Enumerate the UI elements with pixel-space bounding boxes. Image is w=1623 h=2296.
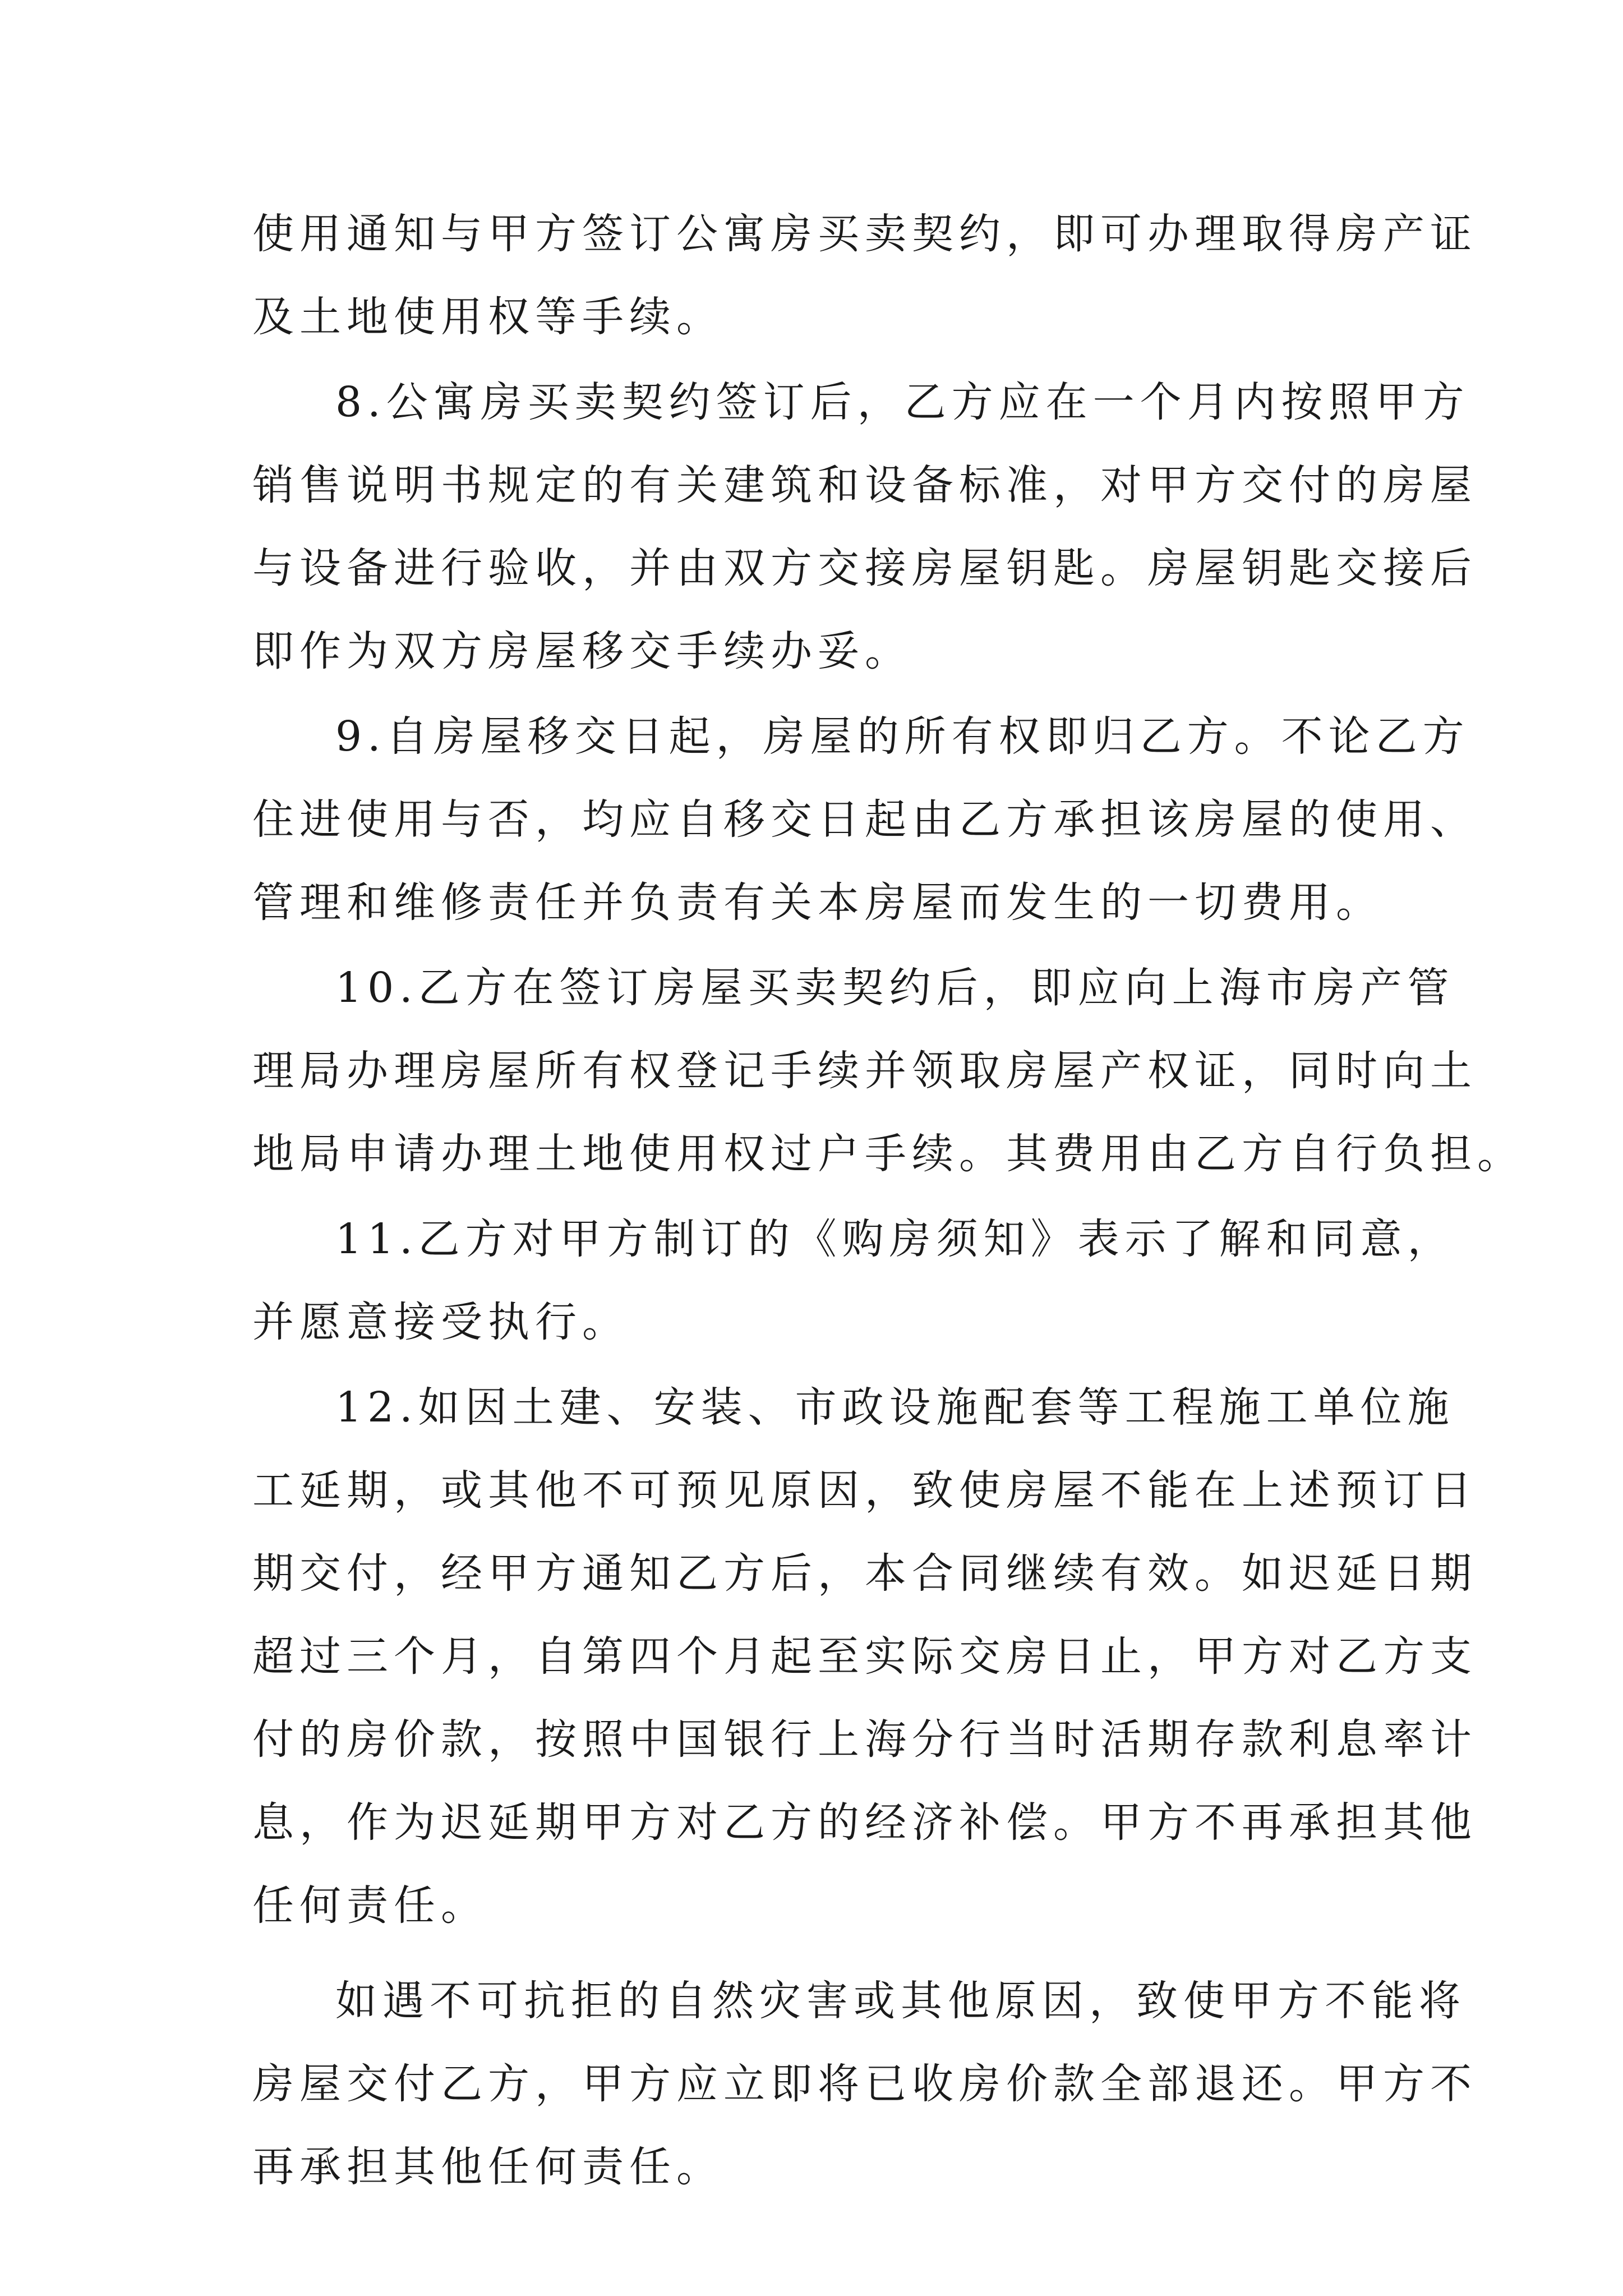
text-line: 如遇不可抗拒的自然灾害或其他原因，致使甲方不能将 <box>335 1977 1466 2025</box>
text-line: 11.乙方对甲方制订的《购房须知》表示了解和同意， <box>335 1215 1455 1263</box>
text-line: 期交付，经甲方通知乙方后，本合同继续有效。如迟延日期 <box>252 1549 1477 1598</box>
text-line: 8.公寓房买卖契约签订后，乙方应在一个月内按照甲方 <box>335 378 1470 426</box>
text-line: 销售说明书规定的有关建筑和设备标准，对甲方交付的房屋 <box>252 461 1477 509</box>
text-line: 工延期，或其他不可预见原因，致使房屋不能在上述预订日 <box>252 1466 1477 1515</box>
text-line: 再承担其他任何责任。 <box>252 2143 723 2191</box>
text-line: 付的房价款，按照中国银行上海分行当时活期存款利息率计 <box>252 1715 1477 1764</box>
text-line: 即作为双方房屋移交手续办妥。 <box>252 627 912 675</box>
text-line: 9.自房屋移交日起，房屋的所有权即归乙方。不论乙方 <box>335 712 1470 761</box>
text-line: 使用通知与甲方签订公寓房买卖契约，即可办理取得房产证 <box>252 210 1477 258</box>
text-line: 并愿意接受执行。 <box>252 1298 629 1346</box>
text-line: 10.乙方在签订房屋买卖契约后，即应向上海市房产管 <box>335 964 1455 1012</box>
text-line: 及土地使用权等手续。 <box>252 293 723 341</box>
text-line: 12.如因土建、安装、市政设施配套等工程施工单位施 <box>335 1383 1455 1432</box>
text-line: 房屋交付乙方，甲方应立即将已收房价款全部退还。甲方不 <box>252 2060 1477 2108</box>
text-line: 管理和维修责任并负责有关本房屋而发生的一切费用。 <box>252 878 1383 927</box>
text-line: 任何责任。 <box>252 1881 488 1930</box>
text-line: 息，作为迟延期甲方对乙方的经济补偿。甲方不再承担其他 <box>252 1798 1477 1847</box>
text-line: 与设备进行验收，并由双方交接房屋钥匙。房屋钥匙交接后 <box>252 544 1477 592</box>
text-line: 理局办理房屋所有权登记手续并领取房屋产权证，同时向土 <box>252 1047 1477 1095</box>
text-line: 地局申请办理土地使用权过户手续。其费用由乙方自行负担。 <box>252 1130 1524 1178</box>
text-line: 超过三个月，自第四个月起至实际交房日止，甲方对乙方支 <box>252 1632 1477 1681</box>
text-line: 住进使用与否，均应自移交日起由乙方承担该房屋的使用、 <box>252 795 1477 844</box>
